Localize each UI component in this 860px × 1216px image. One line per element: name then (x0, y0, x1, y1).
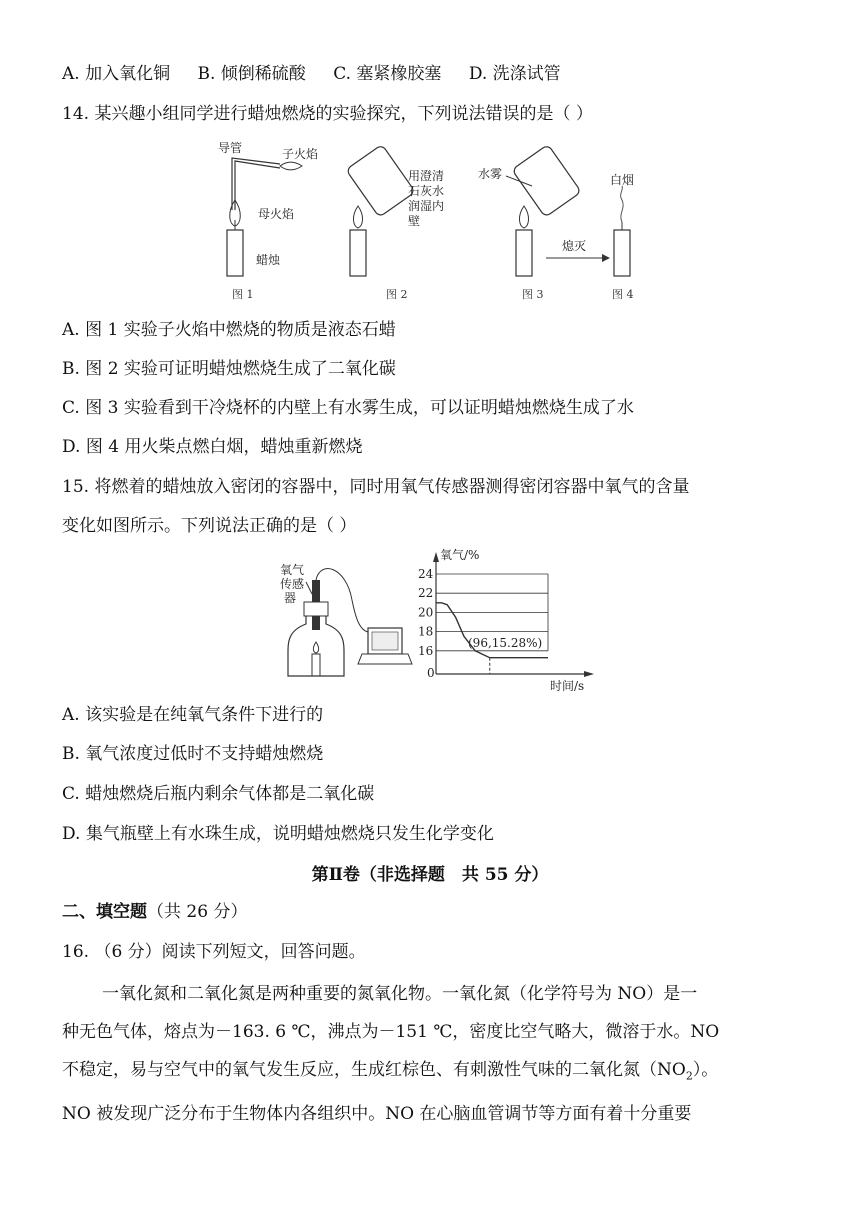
q14-option-c: C. 图 3 实验看到干冷烧杯的内壁上有水雾生成，可以证明蜡烛燃烧生成了水 (62, 398, 634, 418)
q13-option-d: D. 洗涤试管 (468, 64, 561, 84)
fig4-white-smoke (621, 186, 624, 222)
q16-passage-line3: 不稳定，易与空气中的氧气发生反应，生成红棕色、有刺激性气味的二氧化氮$(NO_2)$。 (62, 1060, 719, 1083)
fig1-child-flame-label: 子火焰 (282, 147, 319, 161)
chart-xlabel: 时间/s (550, 679, 585, 693)
q16-passage (62, 975, 802, 1133)
part2-heading (62, 900, 247, 924)
sensor-label-line1: 氧气 (280, 563, 305, 577)
q13-option-a: A. 加入氧化铜 (62, 64, 171, 84)
chart-ytick-label: 20 (418, 605, 434, 620)
q13-option-b: B. 倾倒稀硫酸 (197, 64, 306, 84)
q16-passage-line1: 一氧化氮和二氧化氮是两种重要的氮氧化物。一氧化氮（化学符号为 NO）是一 (102, 984, 698, 1004)
q15-option-b: B. 氧气浓度过低时不支持蜡烛燃烧 (62, 744, 324, 764)
q15-oxygen-chart (414, 546, 614, 694)
fig2-label-line2: 石灰水 (408, 184, 445, 198)
q14-stem: 14. 某兴趣小组同学进行蜡烛燃烧的实验探究，下列说法错误的是（ ） (62, 104, 593, 124)
sensor-label-line2: 传感 (280, 577, 305, 591)
fig4-white-smoke-label: 白烟 (610, 173, 635, 187)
fig1-tube-label: 导管 (218, 141, 243, 155)
fig3-beaker (512, 144, 581, 217)
chart-ytick-label: 16 (418, 643, 434, 658)
q15-option-c: C. 蜡烛燃烧后瓶内剩余气体都是二氧化碳 (62, 784, 375, 804)
fig3-caption: 图 3 (522, 288, 544, 301)
bottle-stopper (304, 602, 328, 616)
sensor-cable (316, 569, 368, 632)
chart-ylabel: 氧气/% (440, 548, 480, 562)
q16-passage-line4: NO 被发现广泛分布于生物体内各组织中。NO 在心脑血管调节等方面有着十分重要 (62, 1104, 692, 1125)
q15-stem-line2: 变化如图所示。下列说法正确的是（ ） (62, 516, 357, 536)
fig4-caption: 图 4 (612, 288, 634, 301)
q15-stem-line1: 15. 将燃着的蜡烛放入密闭的容器中，同时用氧气传感器测得密闭容器中氧气的含量 (62, 477, 690, 497)
fig4-candle (614, 230, 630, 276)
fig1-caption: 图 1 (232, 288, 254, 301)
fig1-candle-label: 蜡烛 (256, 253, 281, 267)
q16-passage-line2: 种无色气体，熔点为－163. 6 ℃，沸点为－151 ℃，密度比空气略大，微溶于水。NO (62, 1022, 720, 1042)
fig2-caption: 图 2 (386, 288, 408, 301)
fig2-label-line4: 壁 (408, 214, 421, 228)
q14-figure (210, 140, 650, 305)
chart-ytick-label: 18 (418, 624, 434, 639)
q14-option-b: B. 图 2 实验可证明蜡烛燃烧生成了二氧化碳 (62, 359, 396, 379)
q16-stem: 16. （6 分）阅读下列短文，回答问题。 (62, 942, 366, 962)
fig4-extinguish-label: 熄灭 (562, 239, 587, 253)
fig1-candle (227, 230, 243, 276)
q15-option-a: A. 该实验是在纯氧气条件下进行的 (62, 705, 324, 725)
fig2-candle (350, 230, 366, 276)
chart-annotation: (96,15.28%) (468, 636, 543, 650)
fig2-beaker-apparatus (346, 144, 444, 301)
fig3-mist-label: 水雾 (478, 167, 503, 181)
fig3-candle (516, 230, 532, 276)
q14-option-a: A. 图 1 实验子火焰中燃烧的物质是液态石蜡 (62, 320, 396, 340)
laptop-base (358, 654, 412, 664)
sensor-label-line3: 器 (284, 591, 297, 605)
q13-options (62, 62, 583, 86)
fig2-label-line1: 用澄清 (408, 169, 445, 183)
fig1-candle-apparatus (218, 141, 318, 301)
chart-ytick-label: 24 (418, 567, 434, 581)
part2-score: （共 26 分） (147, 902, 248, 922)
fig2-label-line3: 润湿内 (408, 199, 445, 213)
fig1-child-flame (280, 162, 302, 170)
q15-apparatus-figure (276, 560, 416, 680)
bottle-candle (312, 654, 320, 676)
chart-origin-label: 0 (427, 666, 435, 680)
fig3-beaker-apparatus (478, 144, 581, 301)
part2-title: 二、填空题 (62, 902, 147, 922)
q13-option-c: C. 塞紧橡胶塞 (333, 64, 442, 84)
fig2-beaker (346, 144, 415, 217)
section2-title: 第Ⅱ卷（非选择题 共 55 分） (311, 865, 549, 885)
q15-option-d: D. 集气瓶壁上有水珠生成，说明蜡烛燃烧只发生化学变化 (62, 824, 494, 844)
q14-option-d: D. 图 4 用火柴点燃白烟，蜡烛重新燃烧 (62, 437, 363, 457)
fig1-mother-flame-label: 母火焰 (258, 207, 295, 221)
chart-ytick-label: 22 (418, 586, 434, 601)
